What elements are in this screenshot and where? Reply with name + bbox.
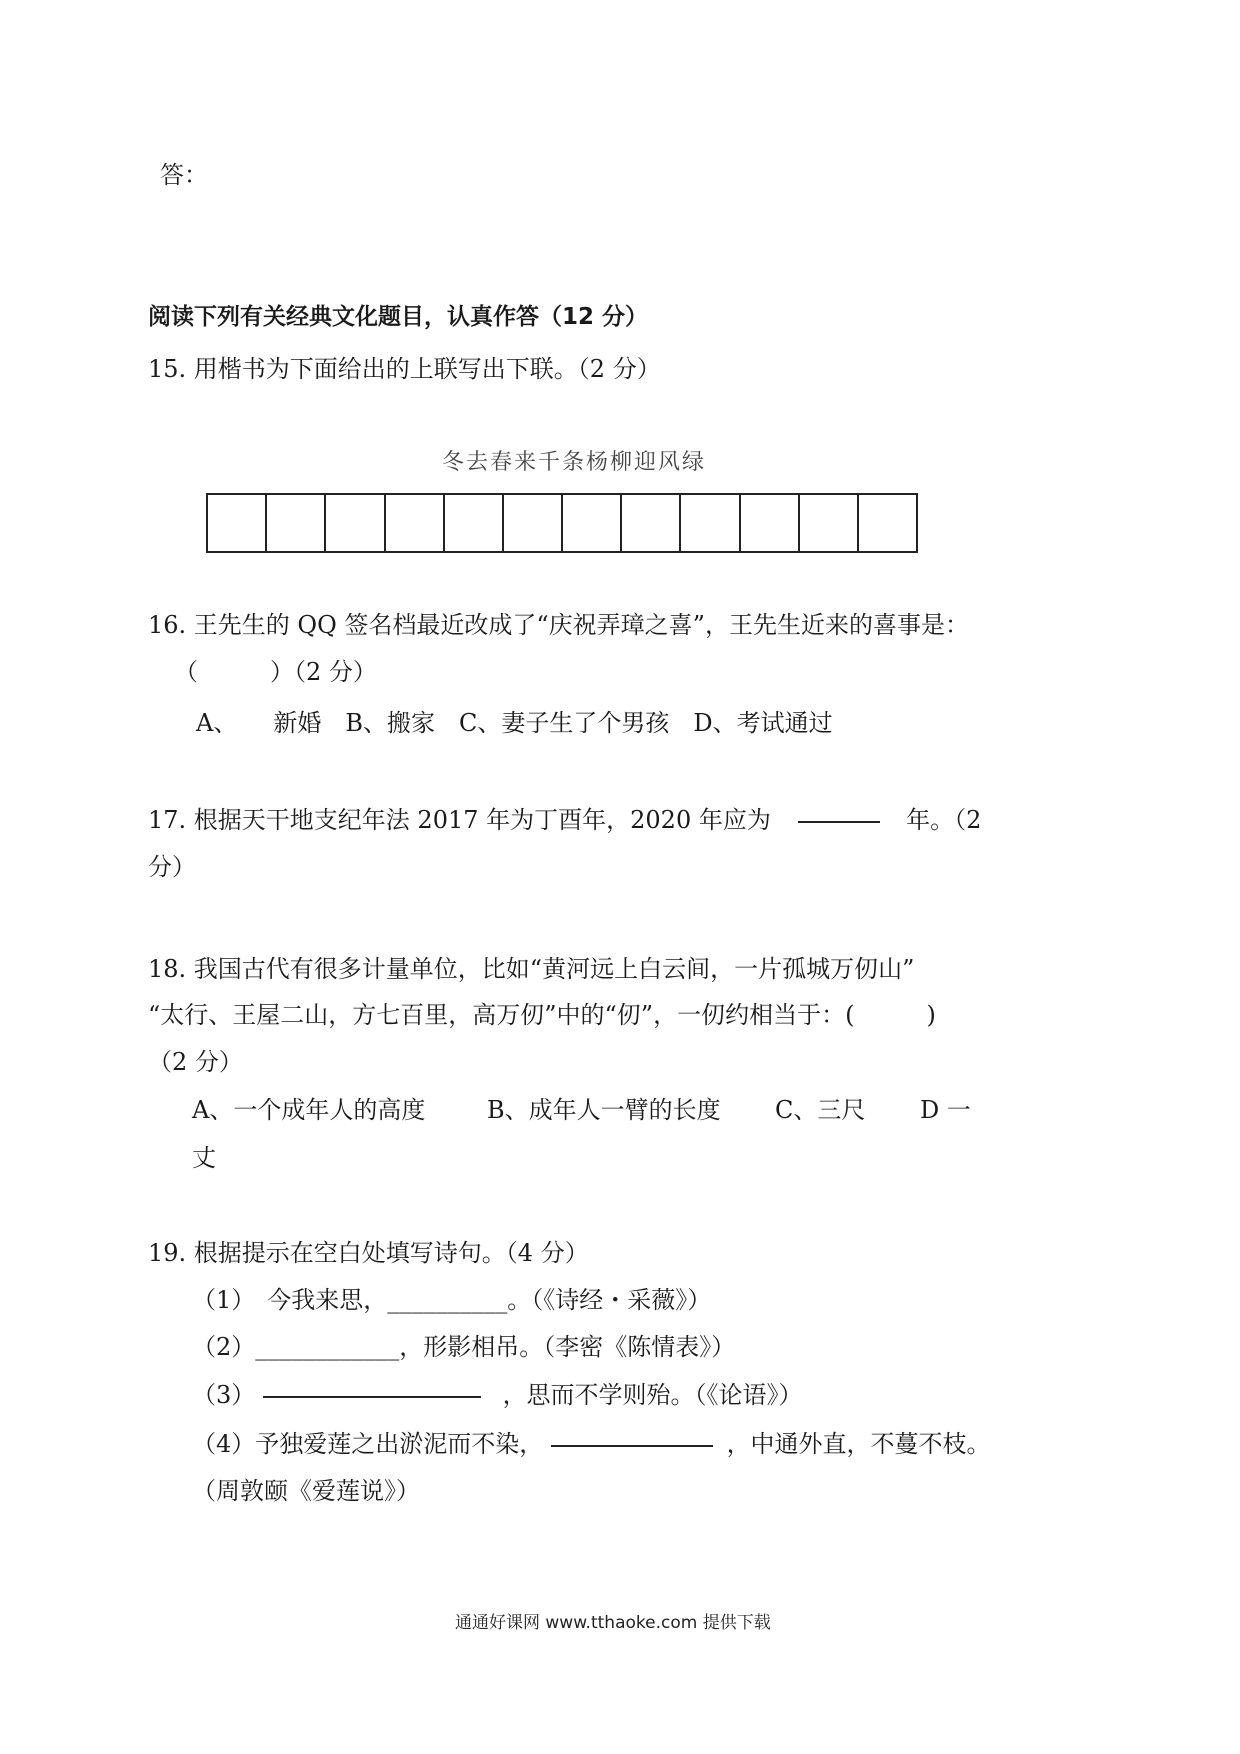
grid-cell[interactable] [267,495,326,551]
q18-option-a: A、一个成年人的高度 [192,1096,426,1124]
grid-cell[interactable] [741,495,800,551]
grid-cell[interactable] [563,495,622,551]
q19-sentence-4 [192,1432,991,1456]
q18-option-b: B、成年人一臂的长度 [487,1096,721,1124]
grid-cell[interactable] [208,495,267,551]
grid-cell[interactable] [445,495,504,551]
q18-option-d-cont: 丈 [192,1144,216,1172]
q17-text-pre: 17. 根据天干地支纪年法 2017 年为丁酉年，2020 年应为 [148,806,771,834]
q15-answer-grid[interactable] [206,493,918,553]
q19-sentence-4-cite: （周敦颐《爱莲说》） [192,1477,420,1505]
q19-stem: 19. 根据提示在空白处填写诗句。（4 分） [148,1239,589,1267]
q18-line1: 18. 我国古代有很多计量单位，比如“黄河远上白云间，一片孤城万仞山” [148,955,915,983]
q17-answer-blank[interactable] [798,821,880,823]
grid-cell[interactable] [859,495,916,551]
q19-sentence-3 [192,1383,803,1407]
q18-line3: （2 分） [148,1048,243,1076]
grid-cell[interactable] [800,495,859,551]
q18-option-c: C、三尺 [775,1096,866,1124]
footer-text: 通通好课网 www.tthaoke.com 提供下载 [455,1613,771,1633]
answer-label: 答： [160,161,208,189]
q16-blank: （ ）（2 分） [174,658,377,686]
q18-option-d: D 一 [920,1096,971,1124]
q19-s4-blank[interactable] [551,1445,713,1447]
q19-sentence-1: （1） 今我来思，__________。（《诗经・采薇》） [192,1286,712,1314]
grid-cell[interactable] [622,495,681,551]
grid-cell[interactable] [386,495,445,551]
grid-cell[interactable] [326,495,385,551]
q19-s4-post: ，中通外直，不蔓不枝。 [726,1430,991,1458]
q16-options: A、 新婚 B、搬家 C、妻子生了个男孩 D、考试通过 [196,709,833,737]
q15-couplet: 冬去春来千条杨柳迎风绿 [442,450,707,475]
q17-line1 [148,808,981,832]
q19-s4-pre: （4）予独爱莲之出淤泥而不染， [192,1430,544,1458]
section-heading: 阅读下列有关经典文化题目，认真作答（12 分） [148,304,649,330]
q19-s3-post: ，思而不学则殆。（《论语》） [502,1381,803,1409]
grid-cell[interactable] [681,495,740,551]
q19-sentence-2: （2）____________，形影相吊。（李密《陈情表》） [192,1333,736,1361]
q16-stem: 16. 王先生的 QQ 签名档最近改成了“庆祝弄璋之喜”，王先生近来的喜事是： [148,611,969,639]
q19-s3-pre: （3） [192,1381,256,1409]
q17-line2: 分） [148,853,196,881]
q15-stem: 15. 用楷书为下面给出的上联写出下联。（2 分） [148,355,661,383]
grid-cell[interactable] [504,495,563,551]
q19-s3-blank[interactable] [263,1396,481,1398]
q17-text-post: 年。（2 [906,806,982,834]
q18-line2: “太行、王屋二山，方七百里，高万仞”中的“仞”，一仞约相当于：( ) [148,1001,936,1029]
